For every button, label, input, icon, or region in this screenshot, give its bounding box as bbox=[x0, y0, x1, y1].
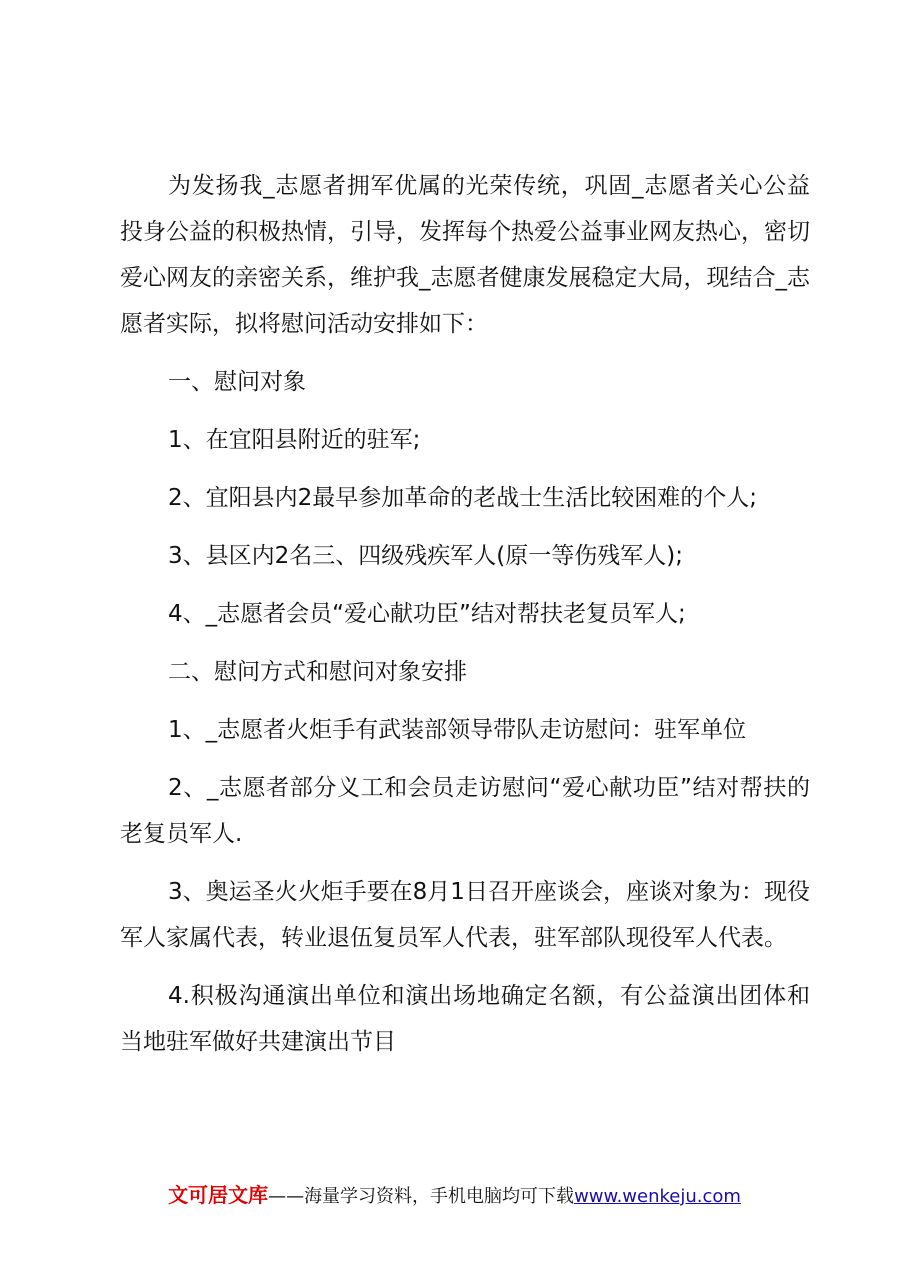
list-item: 1、在宜阳县附近的驻军; bbox=[168, 427, 421, 453]
section-heading-targets: 一、慰问对象 bbox=[168, 369, 306, 395]
list-item: 1、_志愿者火炬手有武装部领导带队走访慰问：驻军单位 bbox=[168, 717, 747, 743]
list-item: 2、宜阳县内2最早参加革命的老战士生活比较困难的个人; bbox=[168, 485, 758, 511]
intro-paragraph: 为发扬我_志愿者拥军优属的光荣传统，巩固_志愿者关心公益投身公益的积极热情，引导，发挥每个热爱公益事业网友热心，密切爱心网友的亲密关系，维护我_志愿者健康发展稳定大局，现结合_志愿者实际，拟将慰问活动安排如下： bbox=[120, 173, 810, 337]
footer-tagline: ——海量学习资料，手机电脑均可下载 bbox=[268, 1186, 575, 1207]
list-item: 3、县区内2名三、四级残疾军人(原一等伤残军人); bbox=[168, 543, 683, 569]
footer-link[interactable]: www.wenkeju.com bbox=[574, 1186, 741, 1207]
list-item: 4、_志愿者会员“爱心献功臣”结对帮扶老复员军人; bbox=[168, 601, 686, 627]
section-heading-arrangements: 二、慰问方式和慰问对象安排 bbox=[168, 659, 467, 685]
footer-brand: 文可居文库 bbox=[168, 1183, 269, 1207]
page-footer bbox=[0, 1180, 909, 1212]
list-item: 4.积极沟通演出单位和演出场地确定名额，有公益演出团体和当地驻军做好共建演出节目 bbox=[120, 983, 810, 1055]
document-body bbox=[120, 163, 810, 1077]
list-item: 2、_志愿者部分义工和会员走访慰问“爱心献功臣”结对帮扶的老复员军人. bbox=[120, 775, 810, 847]
list-item: 3、奥运圣火火炬手要在8月1日召开座谈会，座谈对象为：现役军人家属代表，转业退伍复员军人代表，驻军部队现役军人代表。 bbox=[120, 879, 810, 951]
